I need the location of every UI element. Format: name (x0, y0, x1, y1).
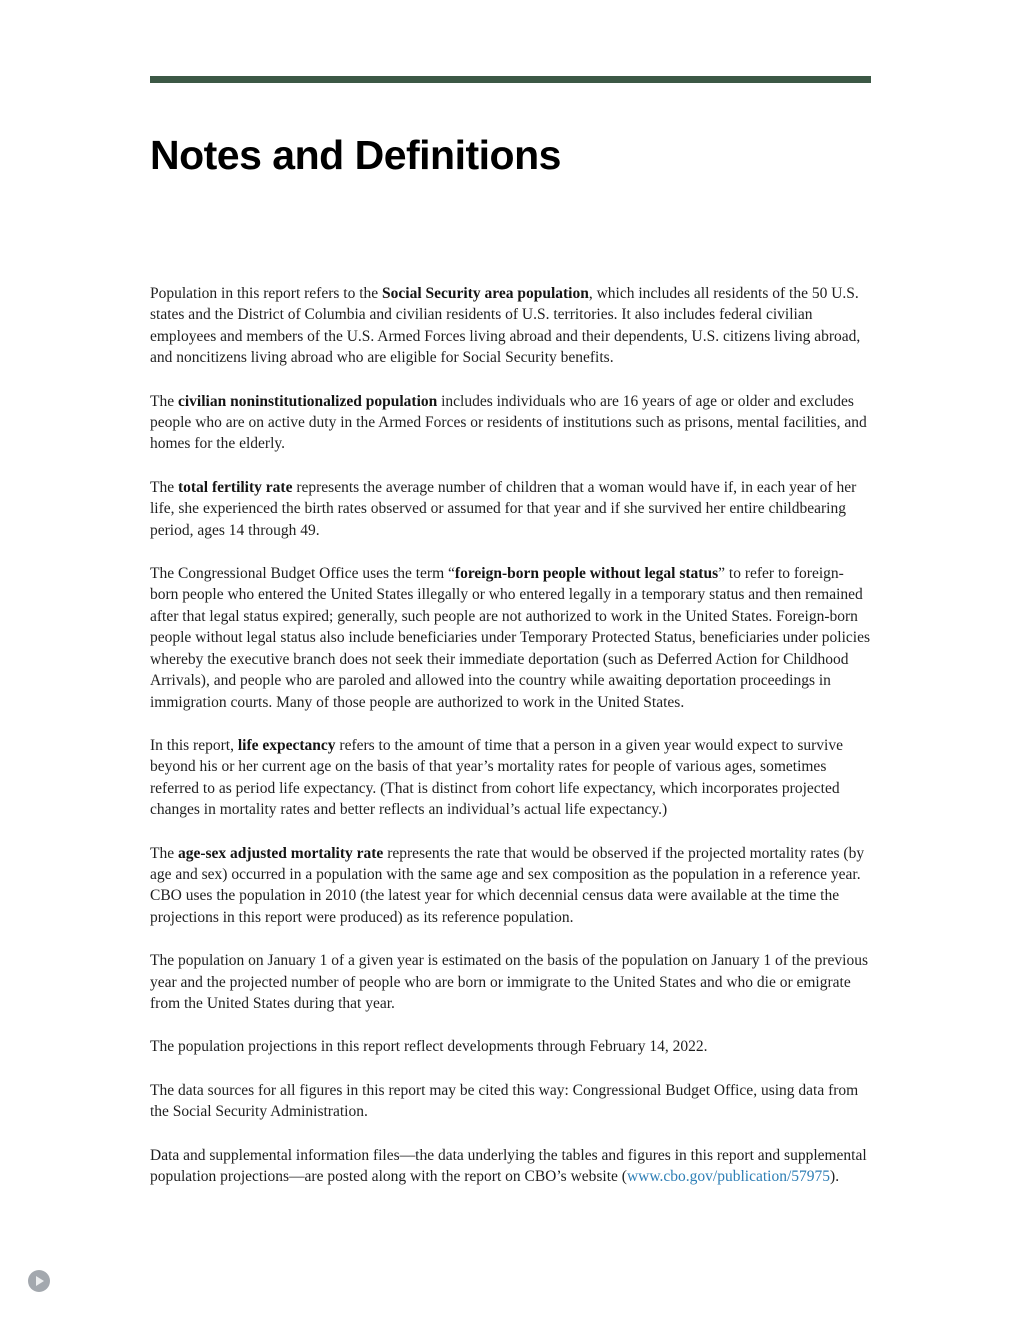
bold-term: civilian noninstitutionalized population (177, 392, 438, 410)
paragraph (150, 950, 871, 1014)
body-text: The (150, 844, 178, 862)
body-text: Population in this report refers to the (150, 285, 383, 302)
paragraph (150, 1080, 871, 1123)
paragraph (150, 477, 871, 541)
body-text: The data sources for all figures in this report may be cited this way: Congressional Budget Office, using data from the Social Security Administration. (150, 1081, 859, 1121)
page-title: Notes and Definitions (150, 132, 561, 178)
bold-term: Social Security area population (382, 285, 589, 302)
body-text: The (150, 392, 178, 410)
body-text: The population on January 1 of a given year is estimated on the basis of the population on January 1 of the previous year and the projected number of people who are born or immigrate to the United States and who die or emigrate from the United States during that year. (150, 952, 868, 1012)
bold-term: foreign-born people without legal status (454, 565, 719, 583)
bold-term: age-sex adjusted mortality rate (177, 844, 384, 862)
paragraph (150, 843, 871, 929)
body-text: ). (830, 1168, 840, 1185)
body-text: , which includes all residents of the 50 U.S. states and the District of Columbia and civilian residents of U.S. territories. It also includes federal civilian employees and members of the U.S. Armed Forces living abroad and their dependents, U.S. citizens living abroad, and noncitizens living abroad who are eligible for Social Security benefits. (150, 285, 861, 367)
bold-term: total fertility rate (177, 478, 293, 496)
body-text: refers to the amount of time that a person in a given year would expect to survive beyond his or her current age on the basis of that year’s mortality rates for people of various ages, sometimes referred to as period life expectancy. (That is distinct from cohort life expectancy, which incorporates projected changes in mortality rates and better reflects an individual’s actual life expectancy.) (150, 736, 843, 819)
body-text: In this report, (150, 736, 238, 754)
body-text: represents the average number of children that a woman would have if, in each year of her life, she experienced the birth rates observed or assumed for that year and if she survived her entire childbearing period, ages 14 through 49. (150, 478, 857, 539)
paragraph (150, 1145, 871, 1188)
body-text: The (150, 478, 178, 496)
paragraph (150, 563, 871, 713)
paragraph (150, 1036, 871, 1057)
body-text: The Congressional Budget Office uses the term “ (150, 565, 455, 583)
play-icon (36, 1276, 44, 1286)
document-body (150, 283, 871, 1187)
paragraph (150, 391, 871, 455)
play-badge-icon[interactable] (28, 1270, 50, 1292)
paragraph (150, 283, 871, 369)
paragraph (150, 735, 871, 821)
body-text: represents the rate that would be observed if the projected mortality rates (by age and sex) occurred in a population with the same age and sex composition as the population in a reference year. CBO uses the population in 2010 (the latest year for which decennial census data were available at the time the projections in this report were produced) as its reference population. (150, 844, 865, 926)
body-text: The population projections in this report reflect developments through February 14, 2022. (150, 1038, 708, 1056)
bold-term: life expectancy (237, 736, 336, 754)
header-rule (150, 76, 871, 83)
body-text: includes individuals who are 16 years of age or older and excludes people who are on active duty in the Armed Forces or residents of institutions such as prisons, mental facilities, and homes for the elderly. (150, 392, 867, 453)
document-page (150, 76, 871, 1209)
body-text: ” to refer to foreign-born people who entered the United States illegally or who entered legally in a temporary status and then remained after that legal status expired; generally, such people are not authorized to work in the United States. Foreign-born people without legal status also include beneficiaries under Temporary Protected Status, beneficiaries under policies whereby the executive branch does not seek their immediate deportation (such as Deferred Action for Childhood Arrivals), and people who are paroled and allowed into the country while awaiting deportation proceedings in immigration courts. Many of those people are authorized to work in the United States. (150, 565, 871, 711)
cbo-publication-link[interactable]: www.cbo.gov/publication/57975 (626, 1168, 831, 1185)
body-text: Data and supplemental information files—the data underlying the tables and figures in this report and supplemental population projections—are posted along with the report on CBO’s website ( (150, 1146, 867, 1185)
